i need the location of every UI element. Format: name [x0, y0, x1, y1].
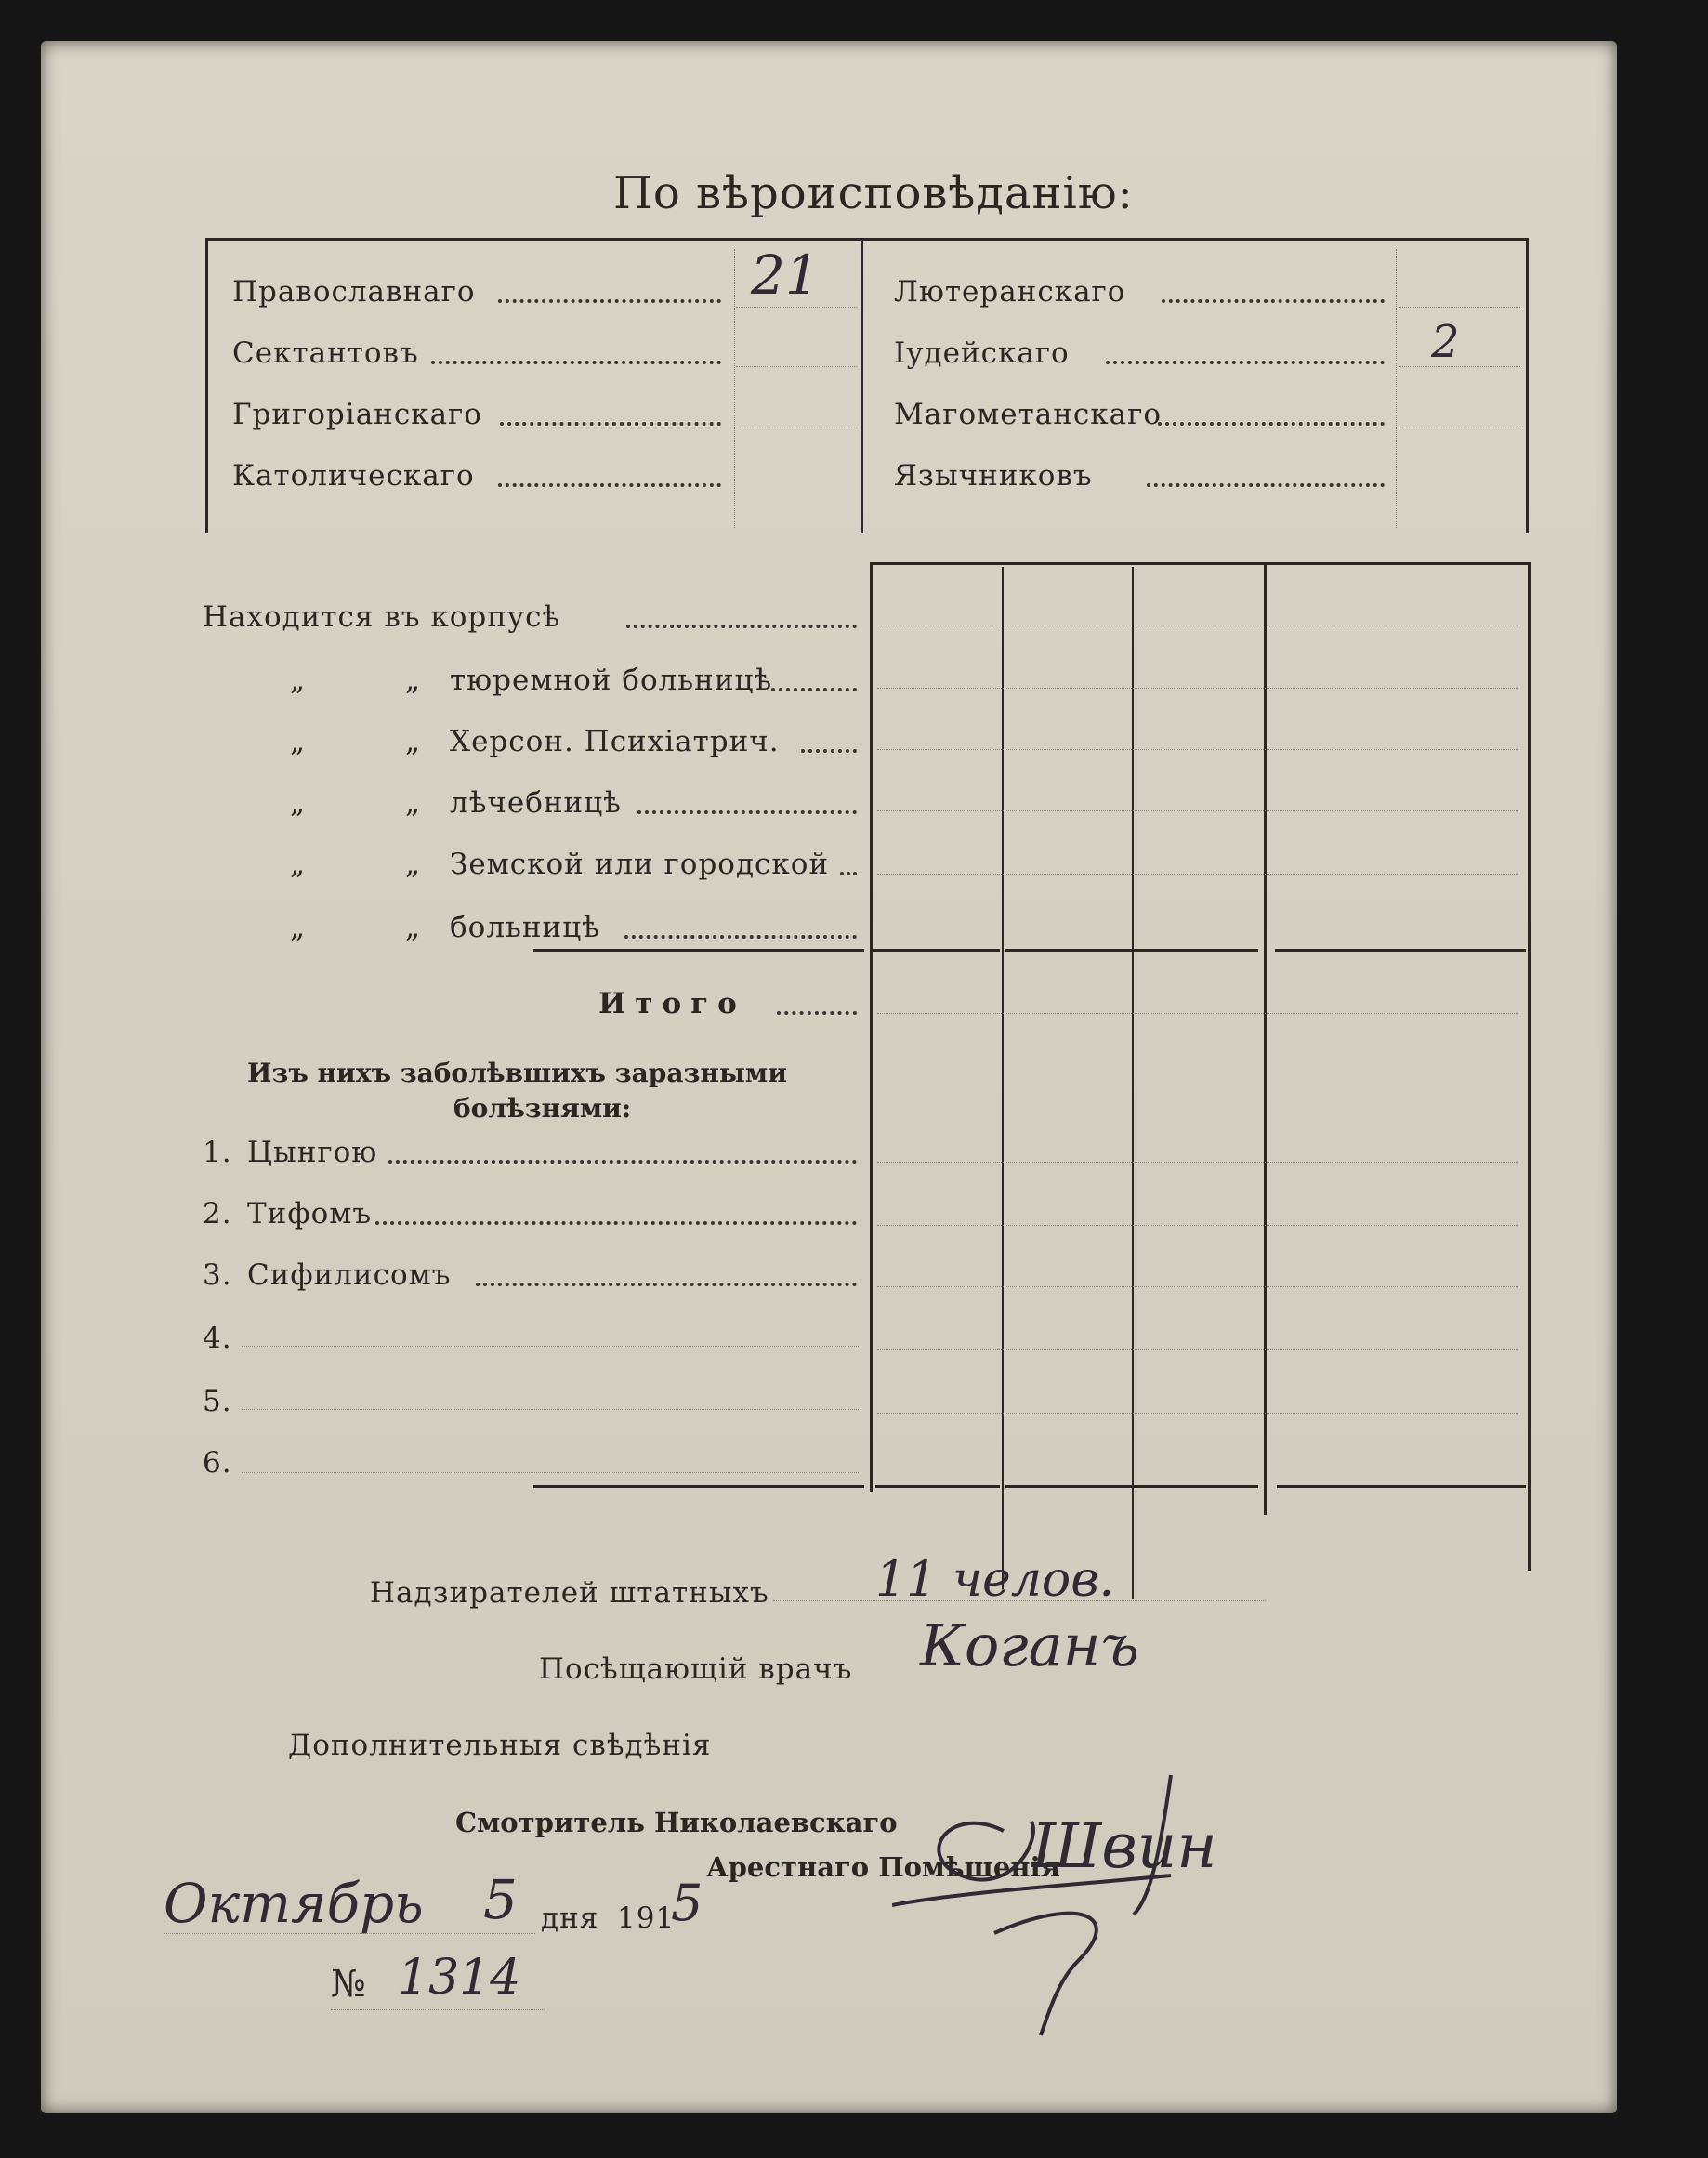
signature-text: Швин [1031, 1810, 1217, 1882]
disease-scurvy-label: Цынгою [247, 1136, 378, 1169]
ditto-mark: „ [405, 786, 422, 820]
location-psychiatric-label: Херсон. Психіатрич. [450, 725, 780, 758]
location-zemstvo-label: Земской или городской [450, 848, 830, 881]
disease-num: 2. [203, 1197, 232, 1230]
ditto-mark: „ [405, 911, 422, 944]
ditto-mark: „ [290, 911, 307, 944]
date-year-suffix: 5 [671, 1874, 703, 1932]
number-label: № [331, 1963, 367, 2006]
location-prison-hospital-label: тюремной больницѣ [450, 664, 773, 697]
date-day-word: дня [541, 1901, 599, 1935]
ditto-mark: „ [290, 786, 307, 820]
page-title: По вѣроисповѣданію: [613, 167, 1134, 219]
handwritten-signature-icon [892, 1766, 1282, 2045]
total-label: Итого [598, 987, 746, 1020]
warden-title-line1: Смотритель Николаевскаго [455, 1807, 898, 1838]
religion-jewish-value: 2 [1431, 316, 1460, 368]
wardens-label: Надзирателей штатныхъ [370, 1576, 769, 1610]
religion-sectarian-label: Сектантовъ [232, 336, 419, 370]
disease-typhus-label: Тифомъ [247, 1197, 373, 1230]
ditto-mark: „ [290, 664, 307, 697]
location-clinic-label: лѣчебницѣ [450, 786, 622, 820]
date-year-prefix: 191 [617, 1901, 676, 1935]
religion-pagan-label: Язычниковъ [894, 459, 1093, 493]
disease-num: 5. [203, 1385, 232, 1418]
number-value: 1314 [398, 1950, 521, 2006]
diseases-heading: Изъ нихъ заболѣвшихъ заразными [247, 1058, 788, 1088]
religion-muslim-label: Магометанскаго [894, 398, 1163, 431]
wardens-value: 11 челов. [875, 1552, 1115, 1608]
ditto-mark: „ [405, 848, 422, 881]
location-corps-label: Находится въ корпусѣ [203, 600, 561, 634]
religion-orthodox-label: Православнаго [232, 275, 476, 309]
disease-num: 6. [203, 1446, 232, 1480]
ditto-mark: „ [290, 725, 307, 758]
doctor-label: Посѣщающій врачъ [539, 1652, 853, 1686]
doctor-value: Коганъ [920, 1612, 1139, 1679]
disease-syphilis-label: Сифилисомъ [247, 1258, 452, 1292]
religion-orthodox-value: 21 [751, 243, 820, 307]
religion-lutheran-label: Лютеранскаго [894, 275, 1126, 309]
ditto-mark: „ [405, 664, 422, 697]
ditto-mark: „ [290, 848, 307, 881]
religion-catholic-label: Католическаго [232, 459, 475, 493]
religion-gregorian-label: Григоріанскаго [232, 398, 482, 431]
location-hospital-label: больницѣ [450, 911, 600, 944]
date-month: Октябрь [164, 1872, 424, 1935]
diseases-heading-2: болѣзнями: [453, 1093, 632, 1124]
disease-num: 4. [203, 1322, 232, 1355]
warden-title-line2: Арестнаго Помѣщенія [706, 1851, 1061, 1883]
ditto-mark: „ [405, 725, 422, 758]
disease-num: 3. [203, 1258, 232, 1292]
disease-num: 1. [203, 1136, 232, 1169]
extra-info-label: Дополнительныя свѣдѣнія [288, 1729, 712, 1762]
religion-jewish-label: Іудейскаго [894, 336, 1070, 370]
date-day: 5 [483, 1868, 518, 1931]
